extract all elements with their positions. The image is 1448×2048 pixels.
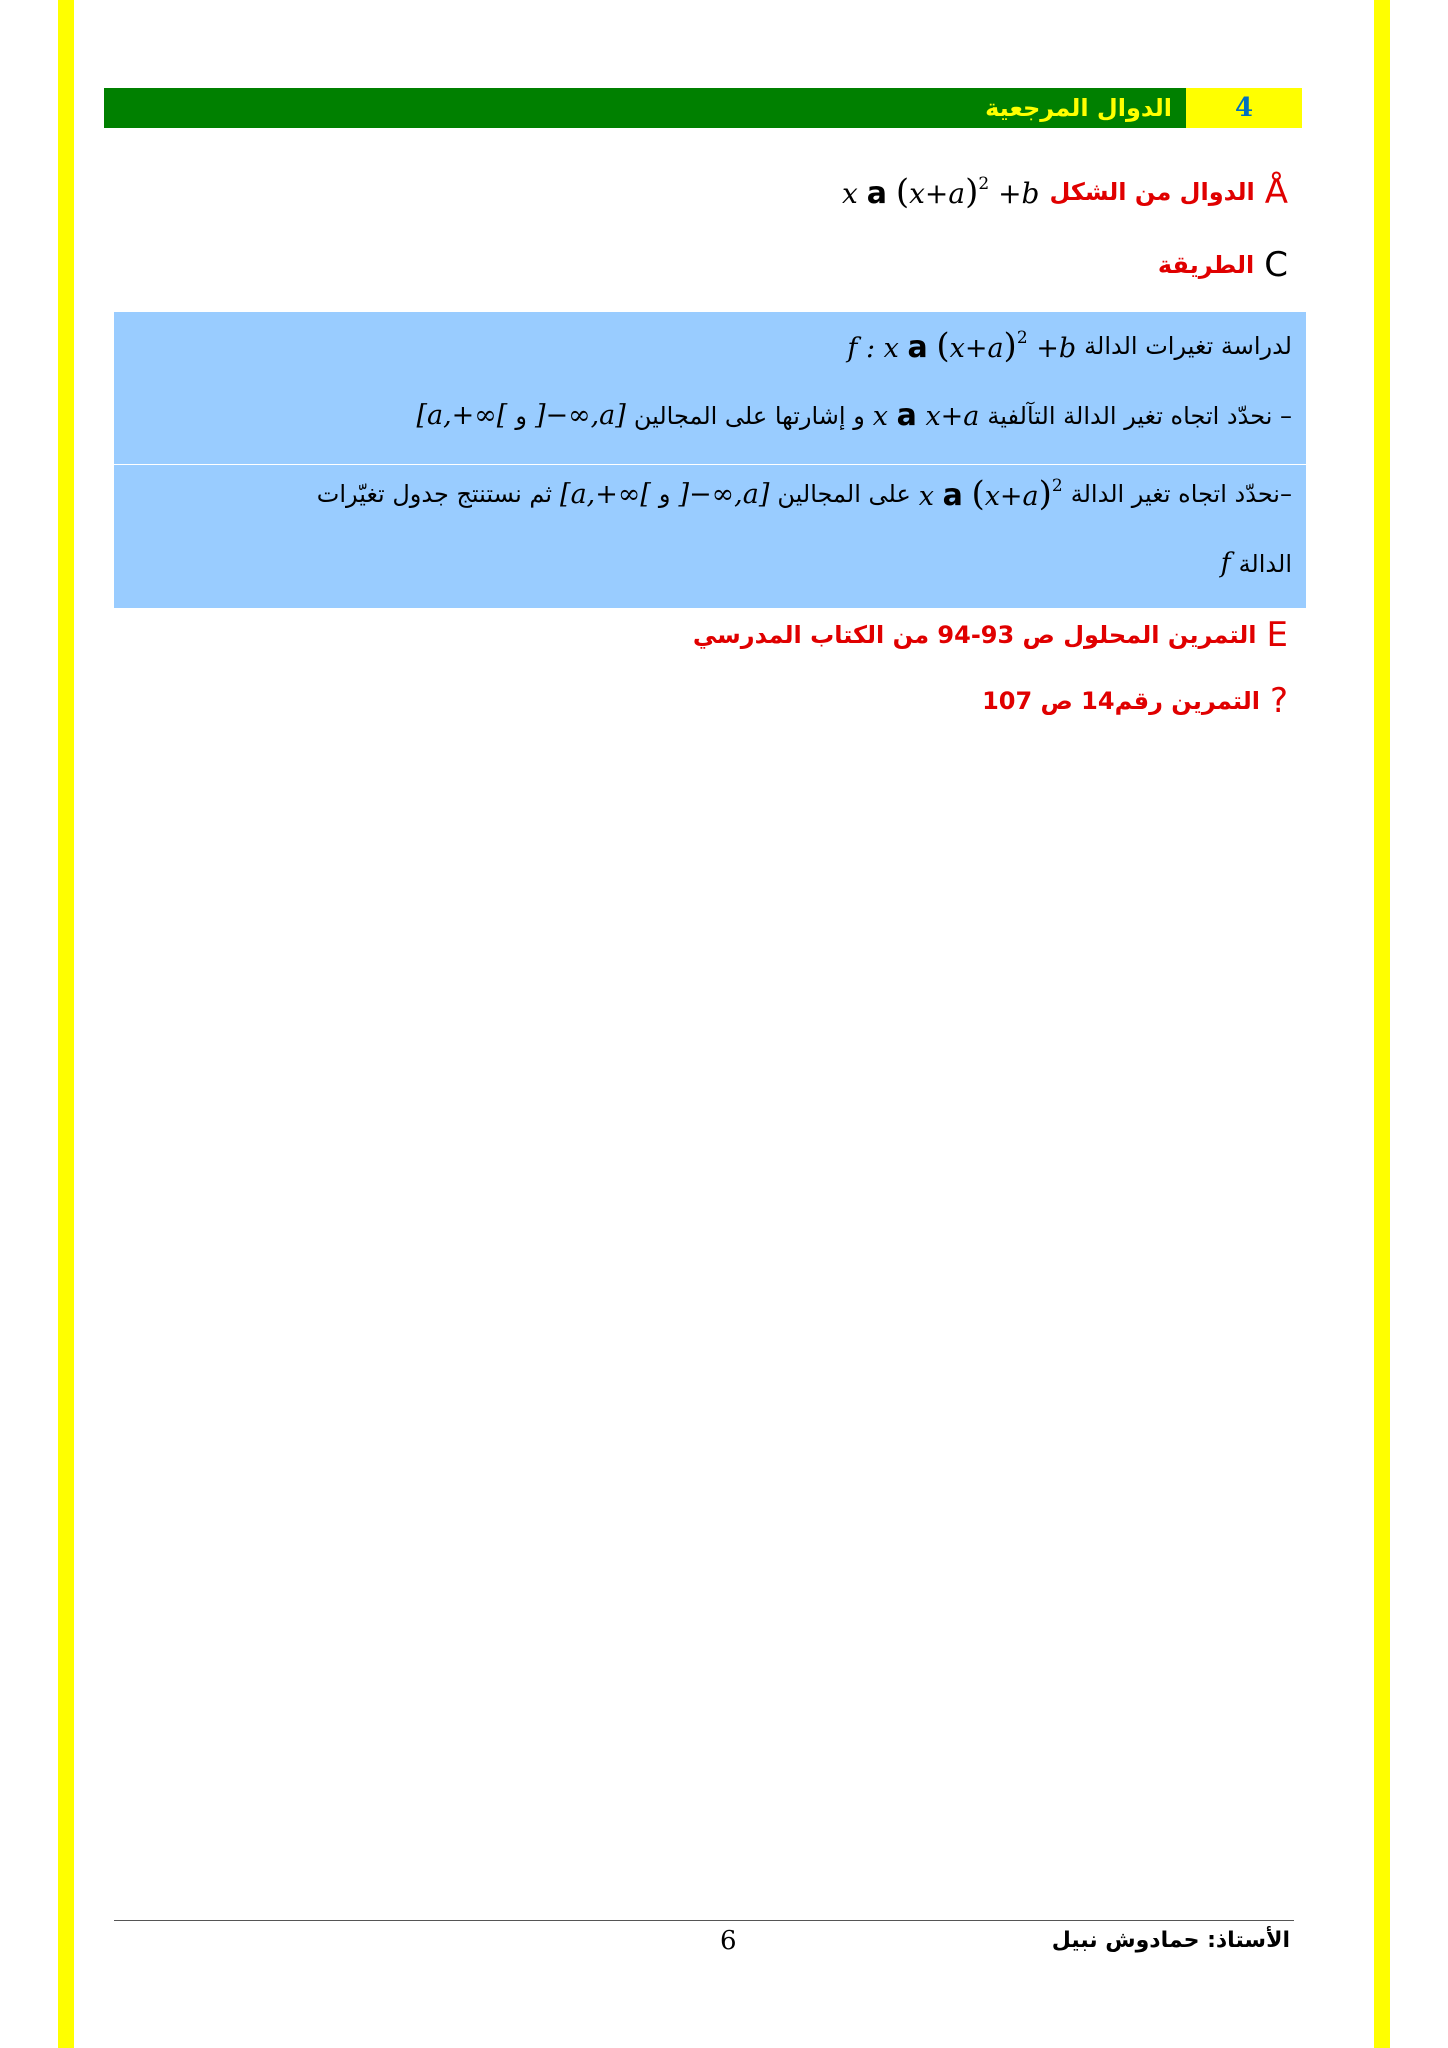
footer-divider [114,1920,1294,1921]
formula-close-paren: ) [1038,474,1052,514]
chapter-number: 4 [1186,88,1302,128]
teacher-name: الأستاذ: حمادوش نبيل [1051,1928,1290,1953]
exercise-14-text: التمرين رقم14 ص 107 [982,687,1260,715]
method-line-3-text-start: –نحدّد اتجاه تغير الدالة [1070,480,1292,508]
formula-open-paren: ( [895,172,910,212]
interval-2: [a,+∞[ [560,478,651,510]
exercise-solved [692,615,1288,655]
interval-2: [a,+∞[ [416,400,508,431]
formula-tail: +b [998,177,1040,210]
section-c-title: الطريقة [1157,251,1255,279]
formula-exponent: 2 [1051,476,1063,496]
interval-and: و [658,480,671,508]
formula-tail: +b [1036,333,1077,364]
method-line-1-text: لدراسة تغيرات الدالة [1084,332,1292,360]
mapsto-symbol: a [907,330,928,365]
method-line-1-formula [847,326,1076,366]
interval-and: و [515,401,527,430]
formula-inner: x+a [949,333,1004,364]
mapsto-symbol: a [866,176,887,211]
mapsto-symbol: a [942,478,963,513]
method-line-2-text-start: – نحدّد اتجاه تغير الدالة التآلفية [987,401,1292,430]
section-a-heading [842,172,1288,212]
method-box [114,312,1306,608]
method-line-2 [416,398,1292,433]
method-line-3-text-mid: على المجالين [777,480,911,508]
section-c-marker: C [1264,245,1288,285]
exercise-14 [982,681,1288,721]
method-line-4-text: الدالة [1238,549,1292,578]
formula-open-paren: ( [971,474,985,514]
exercise-14-marker: ? [1269,681,1288,721]
section-c-heading [1157,245,1288,285]
method-line-1 [847,326,1292,366]
mapsto-symbol: a [896,398,917,433]
interval-1: ]−∞,a] [678,478,770,510]
page-border-right [1374,0,1390,2048]
formula-exponent: 2 [1016,328,1028,348]
page-number: 6 [720,1926,737,1956]
method-line-2-text-mid: و إشارتها على المجالين [633,401,865,430]
exercise-solved-text: التمرين المحلول ص 93-94 من الكتاب المدرسي [692,621,1257,649]
section-a-formula [842,172,1039,212]
formula-inner: x+a [984,481,1039,512]
formula-pre: f : x [847,333,899,364]
section-a-marker: Å [1264,172,1288,212]
chapter-title: الدوال المرجعية [985,94,1172,122]
method-line-3-formula [919,474,1063,514]
formula-open-paren: ( [936,326,950,366]
section-a-title: الدوال من الشكل [1049,178,1255,206]
method-box-divider [114,464,1306,465]
formula-inner: x+a [909,177,966,210]
formula-pre: x [918,481,934,512]
formula-exponent: 2 [978,174,990,194]
chapter-header [104,88,1302,128]
method-line-2-formula [873,398,980,433]
method-line-3-text-end: ثم نستنتج جدول تغيّرات [316,480,553,508]
exercise-solved-marker: E [1266,615,1288,655]
formula-post: x+a [925,401,980,432]
page-border-left [58,0,74,2048]
formula-close-paren: ) [965,172,979,212]
interval-1: ]−∞,a] [534,400,626,431]
formula-close-paren: ) [1003,326,1017,366]
method-line-3 [317,474,1292,514]
formula-x: x [841,177,858,210]
function-f: f [1220,548,1231,579]
formula-pre: x [872,401,889,432]
method-line-4 [1221,548,1292,579]
